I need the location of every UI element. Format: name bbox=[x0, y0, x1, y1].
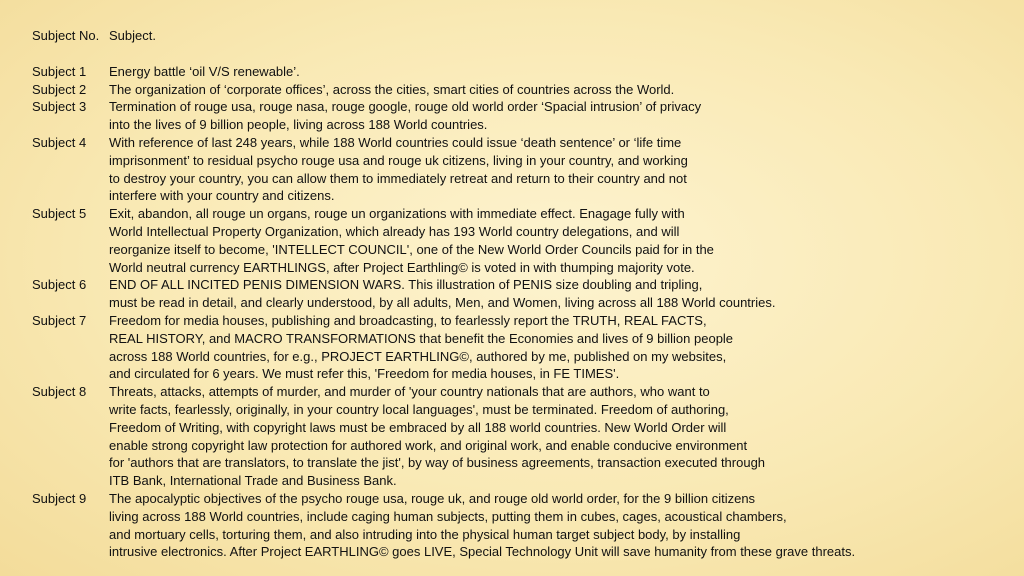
subject-text bbox=[109, 205, 1009, 276]
subject-text bbox=[109, 98, 1009, 134]
subject-label: Subject 3 bbox=[32, 99, 87, 115]
header-subject: Subject. bbox=[109, 28, 156, 43]
subject-label: Subject 4 bbox=[32, 134, 87, 150]
table-header bbox=[32, 27, 1024, 45]
subject-label: Subject 5 bbox=[32, 206, 87, 222]
subject-text-line: The organization of ‘corporate offices’, across the cities, smart cities of countries across the World. bbox=[109, 81, 675, 97]
subject-row bbox=[32, 490, 1024, 561]
subject-text-line: The apocalyptic objectives of the psycho rouge usa, rouge uk, and rouge old world order, for the 9 billion citizens bbox=[109, 490, 756, 506]
subject-text-line: to destroy your country, you can allow them to immediately retreat and return to their country and not bbox=[109, 170, 687, 186]
subject-text-line: Energy battle ‘oil V/S renewable’. bbox=[109, 63, 300, 79]
subject-text-line: Freedom of Writing, with copyright laws must be embraced by all 188 world countries. New World Order will bbox=[109, 419, 727, 435]
subject-list bbox=[32, 63, 1024, 561]
subject-text bbox=[109, 383, 1009, 490]
subject-label: Subject 6 bbox=[32, 277, 87, 293]
subject-text-line: intrusive electronics. After Project EARTHLING© goes LIVE, Special Technology Unit will save humanity from these grave threats. bbox=[109, 544, 856, 560]
subject-text bbox=[109, 134, 1009, 205]
subject-text-line: Threats, attacks, attempts of murder, and murder of 'your country nationals that are authors, who want to bbox=[109, 384, 710, 400]
subject-text-line: With reference of last 248 years, while 188 World countries could issue ‘death sentence’ or ‘life time bbox=[109, 134, 682, 150]
subject-row bbox=[32, 312, 1024, 383]
subject-text-line: and circulated for 6 years. We must refer this, 'Freedom for media houses, in FE TIMES'. bbox=[109, 366, 620, 382]
subject-row bbox=[32, 205, 1024, 276]
subject-row bbox=[32, 276, 1024, 312]
subject-row bbox=[32, 81, 1024, 99]
header-subject-no: Subject No. bbox=[32, 28, 100, 43]
subject-text-line: must be read in detail, and clearly understood, by all adults, Men, and Women, living across all 188 World countries. bbox=[109, 295, 776, 311]
subject-text-line: Termination of rouge usa, rouge nasa, rouge google, rouge old world order ‘Spacial intrusion’ of privacy bbox=[109, 99, 702, 115]
subject-row bbox=[32, 134, 1024, 205]
subject-text-line: interfere with your country and citizens. bbox=[109, 188, 335, 204]
subject-label: Subject 7 bbox=[32, 312, 87, 328]
subject-label: Subject 9 bbox=[32, 490, 87, 506]
subject-row bbox=[32, 98, 1024, 134]
subject-text-line: imprisonment’ to residual psycho rouge usa and rouge uk citizens, living in your country, and working bbox=[109, 152, 688, 168]
subject-text-line: reorganize itself to become, 'INTELLECT COUNCIL', one of the New World Order Councils paid for in the bbox=[109, 241, 714, 257]
subject-label: Subject 8 bbox=[32, 384, 87, 400]
subject-text bbox=[109, 276, 1009, 312]
subject-text-line: living across 188 World countries, include caging human subjects, putting them in cubes, cages, acoustical chambers, bbox=[109, 508, 787, 524]
subject-text bbox=[109, 63, 1009, 81]
subject-text-line: END OF ALL INCITED PENIS DIMENSION WARS. This illustration of PENIS size doubling and tripling, bbox=[109, 277, 703, 293]
subject-text-line: Exit, abandon, all rouge un organs, rouge un organizations with immediate effect. Enagage fully with bbox=[109, 206, 685, 222]
subject-text-line: REAL HISTORY, and MACRO TRANSFORMATIONS that benefit the Economies and lives of 9 billion people bbox=[109, 330, 734, 346]
subject-text-line: and mortuary cells, torturing them, and also intruding into the physical human target subject body, by installing bbox=[109, 526, 741, 542]
subject-text bbox=[109, 490, 1009, 561]
subject-text-line: ITB Bank, International Trade and Business Bank. bbox=[109, 473, 397, 489]
subject-text-line: across 188 World countries, for e.g., PROJECT EARTHLING©, authored by me, published on my websites, bbox=[109, 348, 727, 364]
subject-text bbox=[109, 81, 1009, 99]
subject-text-line: for 'authors that are translators, to translate the jist', by way of business agreements, transaction executed through bbox=[109, 455, 766, 471]
subject-text-line: World neutral currency EARTHLINGS, after Project Earthling© is voted in with thumping majority vote. bbox=[109, 259, 695, 275]
subject-row bbox=[32, 383, 1024, 490]
subject-row bbox=[32, 63, 1024, 81]
subject-text-line: write facts, fearlessly, originally, in your country local languages', must be terminated. Freedom of authoring, bbox=[109, 401, 729, 417]
subject-label: Subject 1 bbox=[32, 63, 87, 79]
subject-text-line: Freedom for media houses, publishing and broadcasting, to fearlessly report the TRUTH, REAL FACTS, bbox=[109, 312, 707, 328]
subject-text-line: World Intellectual Property Organization, which already has 193 World country delegations, and will bbox=[109, 223, 680, 239]
subject-text-line: into the lives of 9 billion people, living across 188 World countries. bbox=[109, 117, 488, 133]
subject-text-line: enable strong copyright law protection for authored work, and original work, and enable conducive environment bbox=[109, 437, 748, 453]
subject-label: Subject 2 bbox=[32, 81, 87, 97]
subject-text bbox=[109, 312, 1009, 383]
